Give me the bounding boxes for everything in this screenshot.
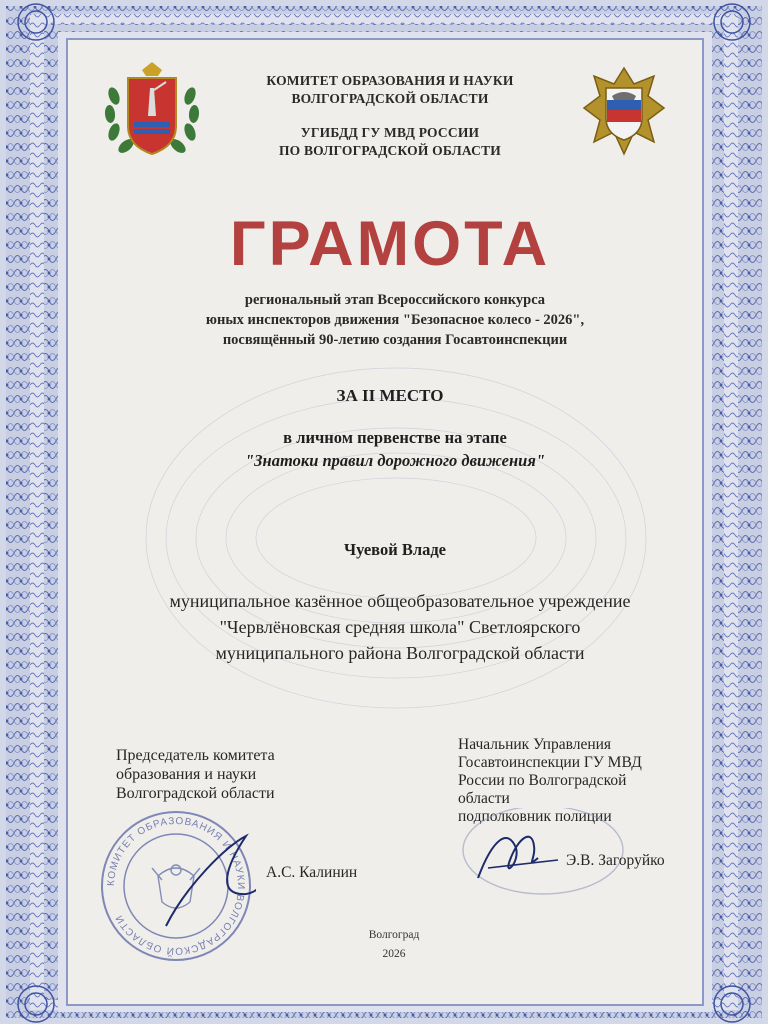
award-category-line2: "Знатоки правил дорожного движения" [245,451,545,470]
award-category-line1: в личном первенстве на этапе [283,428,507,447]
signatory-right-line2: Госавтоинспекции ГУ МВД [458,754,642,771]
traffic-police-badge-icon [582,66,666,156]
org-committee [200,72,580,108]
award-category [170,426,620,472]
signatory-right-line5: подполковник полиции [458,808,612,825]
school-name [110,588,690,666]
org-traffic-police-line2: ПО ВОЛГОГРАДСКОЙ ОБЛАСТИ [278,143,502,158]
org-traffic-police-line1: УГИБДД ГУ МВД РОССИИ [300,125,480,140]
contest-description-line2: юных инспекторов движения "Безопасное колесо - 2026", [205,312,585,328]
committee-stamp [96,806,256,966]
certificate-title: ГРАМОТА [229,209,551,279]
school-name-line3: муниципального района Волгоградской области [215,643,585,663]
issue-year: 2026 [382,948,406,960]
org-committee-line1: КОМИТЕТ ОБРАЗОВАНИЯ И НАУКИ [266,73,514,88]
contest-description-line3: посвящённый 90-летию создания Госавтоинспекции [222,332,568,348]
signatory-right-line3: России по Волгоградской [458,772,627,789]
volgograd-coat-of-arms-icon [100,56,204,160]
signatory-left-position [116,746,346,803]
svg-text:КОМИТЕТ ОБРАЗОВАНИЯ И НАУКИ ВО [106,816,246,958]
contest-description [150,290,640,350]
school-name-line2: "Червлёновская средняя школа" Светлоярского [219,617,581,637]
org-traffic-police [200,124,580,160]
award-place: ЗА II МЕСТО [336,386,444,405]
signatory-left-name: А.С. Калинин [266,864,358,881]
signatory-right-line1: Начальник Управления [458,736,612,753]
signatory-left-line1: Председатель комитета [116,747,275,764]
signatory-right-line4: области [458,790,510,807]
issue-place-date [334,926,454,964]
issue-city: Волгоград [368,929,420,941]
org-committee-line2: ВОЛГОГРАДСКОЙ ОБЛАСТИ [291,91,489,106]
contest-description-line1: региональный этап Всероссийского конкурса [244,292,546,308]
recipient-name: Чуевой Владе [343,540,447,559]
signatory-left-line2: образования и науки [116,766,257,783]
committee-stamp-text: КОМИТЕТ ОБРАЗОВАНИЯ И НАУКИ ВОЛГОГРАДСКОЙ ОБЛАСТИ [105,815,247,957]
signatory-right-name: Э.В. Загоруйко [566,852,665,869]
school-name-line1: муниципальное казённое общеобразовательное учреждение [169,591,631,611]
signatory-left-line3: Волгоградской области [116,785,275,802]
